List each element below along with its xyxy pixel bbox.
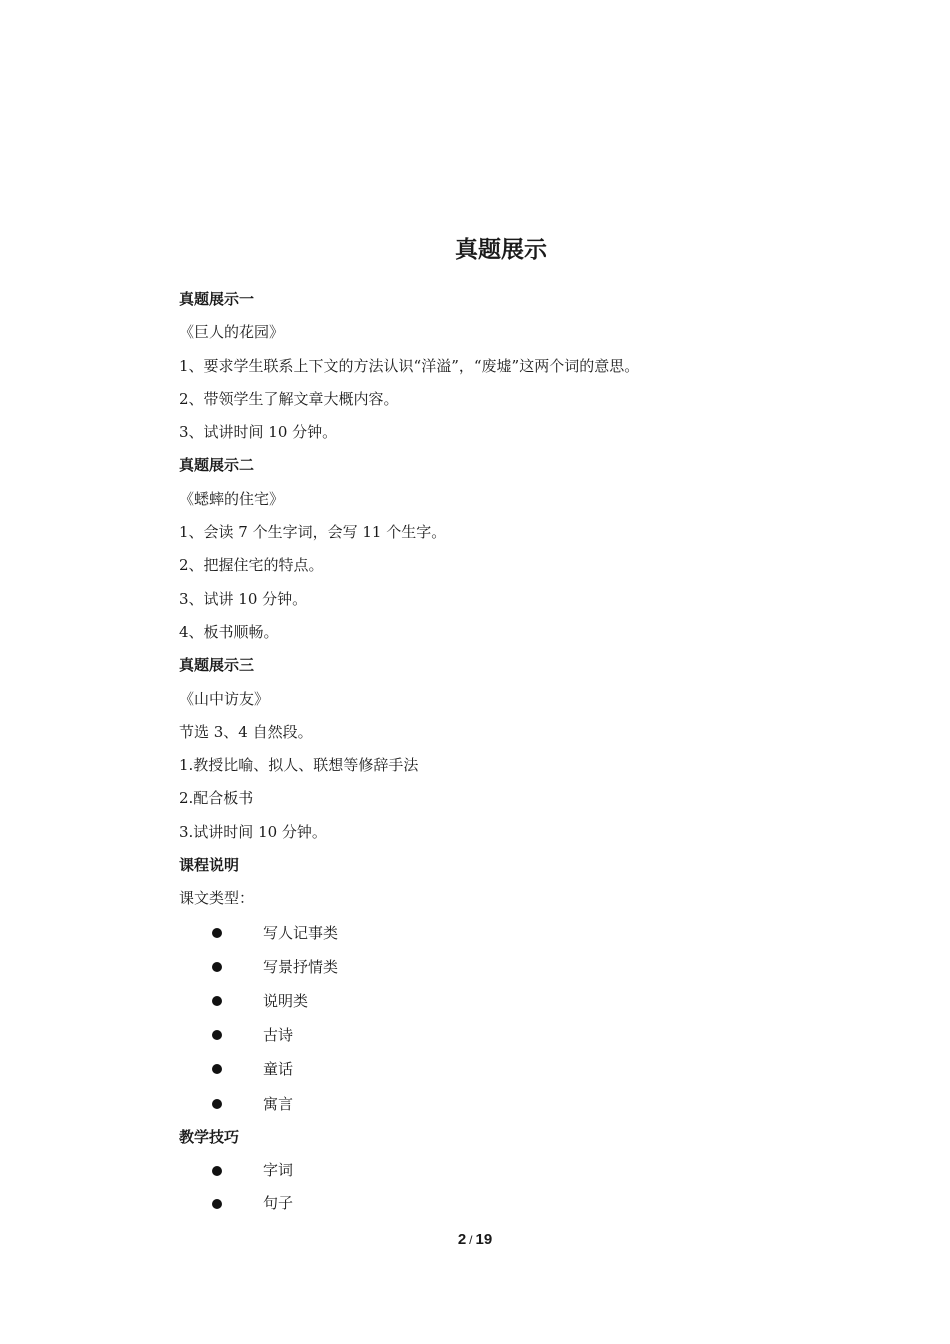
course-section — [179, 849, 819, 1121]
course-intro: 课文类型： — [179, 889, 255, 908]
requirement-item: 2.配合板书 — [179, 789, 254, 808]
technique-list — [179, 1154, 819, 1221]
list-item — [179, 1154, 819, 1187]
list-item-label: 写景抒情类 — [263, 957, 339, 976]
bullet-icon — [212, 1099, 222, 1109]
requirement-item: 2、把握住宅的特点。 — [179, 556, 324, 575]
lesson-title: 《巨人的花园》 — [179, 323, 285, 342]
list-item — [179, 916, 819, 950]
list-item-label: 写人记事类 — [263, 923, 339, 942]
list-item — [179, 1052, 819, 1086]
requirement-item: 3、试讲 10 分钟。 — [179, 589, 308, 608]
section-2 — [179, 449, 819, 649]
section-3 — [179, 649, 819, 849]
bullet-icon — [212, 928, 222, 938]
requirement-item: 1.教授比喻、拟人、联想等修辞手法 — [179, 756, 419, 775]
lesson-title: 《蟋蟀的住宅》 — [179, 489, 285, 508]
list-item-label: 寓言 — [263, 1094, 294, 1113]
excerpt-note: 节选 3、4 自然段。 — [179, 722, 313, 741]
requirement-item: 2、带领学生了解文章大概内容。 — [179, 389, 399, 408]
section-heading: 教学技巧 — [179, 1127, 240, 1146]
page-title: 真题展示 — [455, 237, 547, 263]
list-item-label: 童话 — [263, 1060, 294, 1079]
section-heading: 真题展示三 — [179, 656, 255, 675]
bullet-icon — [212, 962, 222, 972]
list-item-label: 说明类 — [263, 992, 309, 1011]
lesson-title: 《山中访友》 — [179, 689, 270, 708]
bullet-icon — [212, 1030, 222, 1040]
total-pages: 19 — [475, 1231, 493, 1248]
techniques-section — [179, 1121, 819, 1221]
bullet-icon — [212, 1064, 222, 1074]
current-page: 2 — [457, 1231, 467, 1248]
requirement-item: 3、试讲时间 10 分钟。 — [179, 423, 338, 442]
section-heading: 真题展示一 — [179, 290, 255, 308]
bullet-icon — [212, 1166, 222, 1176]
list-item — [179, 1187, 819, 1220]
text-type-list — [179, 916, 819, 1121]
list-item — [179, 1087, 819, 1121]
page-separator: / — [469, 1233, 473, 1247]
section-1 — [179, 283, 819, 449]
list-item — [179, 1018, 819, 1052]
document-body — [179, 283, 819, 1221]
bullet-icon — [212, 996, 222, 1006]
requirement-item: 3.试讲时间 10 分钟。 — [179, 822, 327, 841]
requirement-item: 1、要求学生联系上下文的方法认识“洋溢”，“废墟”这两个词的意思。 — [179, 356, 640, 375]
list-item — [179, 984, 819, 1018]
bullet-icon — [212, 1199, 222, 1209]
page-number — [0, 1226, 950, 1254]
section-heading: 课程说明 — [179, 856, 240, 875]
list-item-label: 字词 — [263, 1161, 294, 1180]
requirement-item: 4、板书顺畅。 — [179, 622, 279, 641]
section-heading: 真题展示二 — [179, 456, 255, 475]
list-item-label: 句子 — [263, 1194, 294, 1213]
requirement-item: 1、会读 7 个生字词，会写 11 个生字。 — [179, 523, 447, 542]
list-item — [179, 950, 819, 984]
list-item-label: 古诗 — [263, 1026, 294, 1045]
